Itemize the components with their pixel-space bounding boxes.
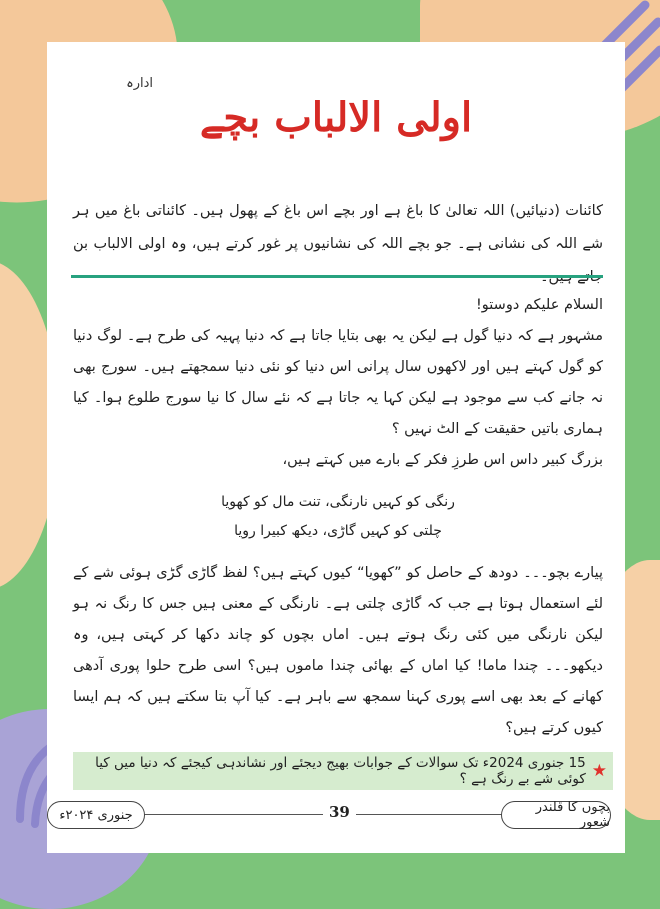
star-icon: ★ xyxy=(591,761,607,781)
issue-date: جنوری ۲۰۲۴ء xyxy=(47,801,145,829)
magazine-name: بچوں کا قلندر شعور xyxy=(501,801,611,829)
body-paragraph-1: مشہور ہے کہ دنیا گول ہے لیکن یہ بھی بتایا جاتا ہے کہ دنیا پہیہ کی طرح ہے۔ لوگ دنیا کو گول کہتے ہیں اور لاکھوں سال پرانی اس دنیا کو نئی دنیا سمجھتے ہیں۔ سورج بھی نہ جانے کب سے موجود ہے لیکن کہا یہ جاتا ہے کہ نئے سال کا نیا سورج طلوع ہوا۔ کیا ہماری باتیں حقیقت کے الٹ نہیں ؟ xyxy=(73,328,603,437)
question-note-text: 15 جنوری 2024ء تک سوالات کے جوابات بھیج دیجئے اور نشاندہی کیجئے کہ دنیا میں کیا کوئی شے بے رنگ ہے ؟ xyxy=(95,755,586,787)
article-body xyxy=(73,290,603,744)
page-footer xyxy=(47,797,625,833)
greeting: السلام علیکم دوستو! xyxy=(475,297,603,313)
body-paragraph-2: بزرگ کبیر داس اس طرزِ فکر کے بارے میں کہتے ہیں، xyxy=(282,452,603,468)
poem-line-2: چلتی کو کہیں گاڑی، دیکھ کبیرا رویا xyxy=(234,523,442,539)
article-title: اولی الالباب بچے xyxy=(199,94,473,141)
article-page xyxy=(47,42,625,853)
question-note xyxy=(73,752,613,790)
section-label: ادارہ xyxy=(126,76,153,91)
poem-couplet xyxy=(73,488,603,546)
body-paragraph-3: پیارے بچو۔۔۔ دودھ کے حاصل کو ”کھویا“ کیوں کہتے ہیں؟ لفظ گاڑی گڑی ہوئی شے کے لئے استعمال ہوتا ہے جب کہ گاڑی چلتی ہے۔ نارنگی کے معنی ہیں جس کا رنگ نہ ہو لیکن نارنگی میں کئی رنگ ہوتے ہیں۔ اماں بچوں کو چاند دکھا کر کہتی ہیں، وہ دیکھو۔۔۔ چندا ماما! کیا اماں کے بھائی چندا ماموں ہیں؟ اسی طرح حلوا پوری آدھی کھانے کے بعد بھی اسے پوری کہنا سمجھ سے باہر ہے۔ کیا آپ بتا سکتے ہیں کہ ہم ایسا کیوں کرتے ہیں؟ xyxy=(73,565,603,736)
intro-paragraph: کائنات (دنیائیں) اللہ تعالیٰ کا باغ ہے اور بچے اس باغ کے پھول ہیں۔ کائناتی باغ میں ہر شے اللہ کی نشانی ہے۔ جو بچے اللہ کی نشانیوں پر غور کرتے ہیں، وہ اولی الالباب بن xyxy=(73,203,603,252)
poem-line-1: رنگی کو کہیں نارنگی، تنت مال کو کھویا xyxy=(221,494,455,510)
page-number: 39 xyxy=(323,803,356,821)
section-divider xyxy=(71,275,603,278)
